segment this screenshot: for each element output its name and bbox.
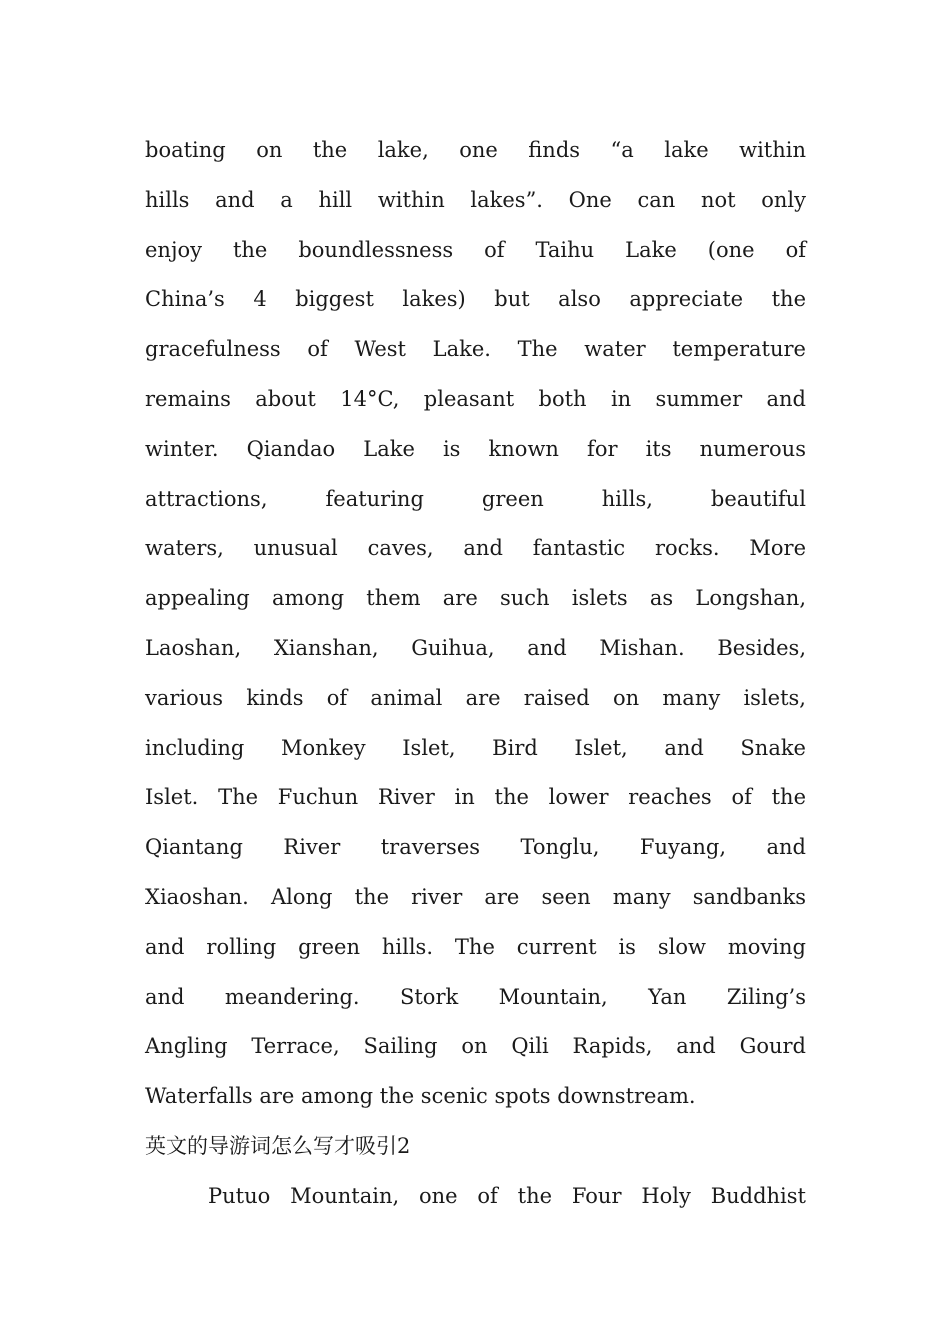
text-line: Waterfalls are among the scenic spots downstream. [145, 1084, 696, 1109]
text-line: boating on the lake, one finds “a lake within [145, 138, 806, 162]
text-line: appealing among them are such islets as Longshan, [145, 586, 806, 611]
section-heading: 英文的导游词怎么写才吸引2 [145, 1133, 411, 1158]
text-line: winter. Qiandao Lake is known for its numerous [145, 436, 806, 461]
text-line: enjoy the boundlessness of Taihu Lake (one of [145, 237, 806, 262]
text-line: Xiaoshan. Along the river are seen many sandbanks [145, 884, 806, 909]
text-line: Laoshan, Xianshan, Guihua, and Mishan. Besides, [145, 635, 806, 660]
text-line: and meandering. Stork Mountain, Yan Ziling’s [145, 984, 806, 1009]
text-line: Putuo Mountain, one of the Four Holy Buddhist [208, 1183, 806, 1208]
text-line: hills and a hill within lakes”. One can not only [145, 187, 806, 212]
body-text [145, 126, 806, 1222]
text-line: and rolling green hills. The current is slow moving [145, 934, 806, 959]
text-line: including Monkey Islet, Bird Islet, and Snake [145, 735, 806, 760]
text-line: attractions, featuring green hills, beautiful [145, 486, 806, 511]
text-line: Islet. The Fuchun River in the lower reaches of the [145, 785, 806, 810]
text-line: gracefulness of West Lake. The water temperature [145, 337, 806, 362]
text-line: Qiantang River traverses Tonglu, Fuyang, and [145, 835, 806, 860]
text-line: various kinds of animal are raised on many islets, [145, 685, 806, 710]
text-line: remains about 14°C, pleasant both in summer and [145, 386, 806, 411]
text-line: Angling Terrace, Sailing on Qili Rapids, and Gourd [145, 1034, 806, 1059]
text-line: China’s 4 biggest lakes) but also appreciate the [145, 287, 806, 312]
text-line: waters, unusual caves, and fantastic rocks. More [145, 536, 806, 561]
